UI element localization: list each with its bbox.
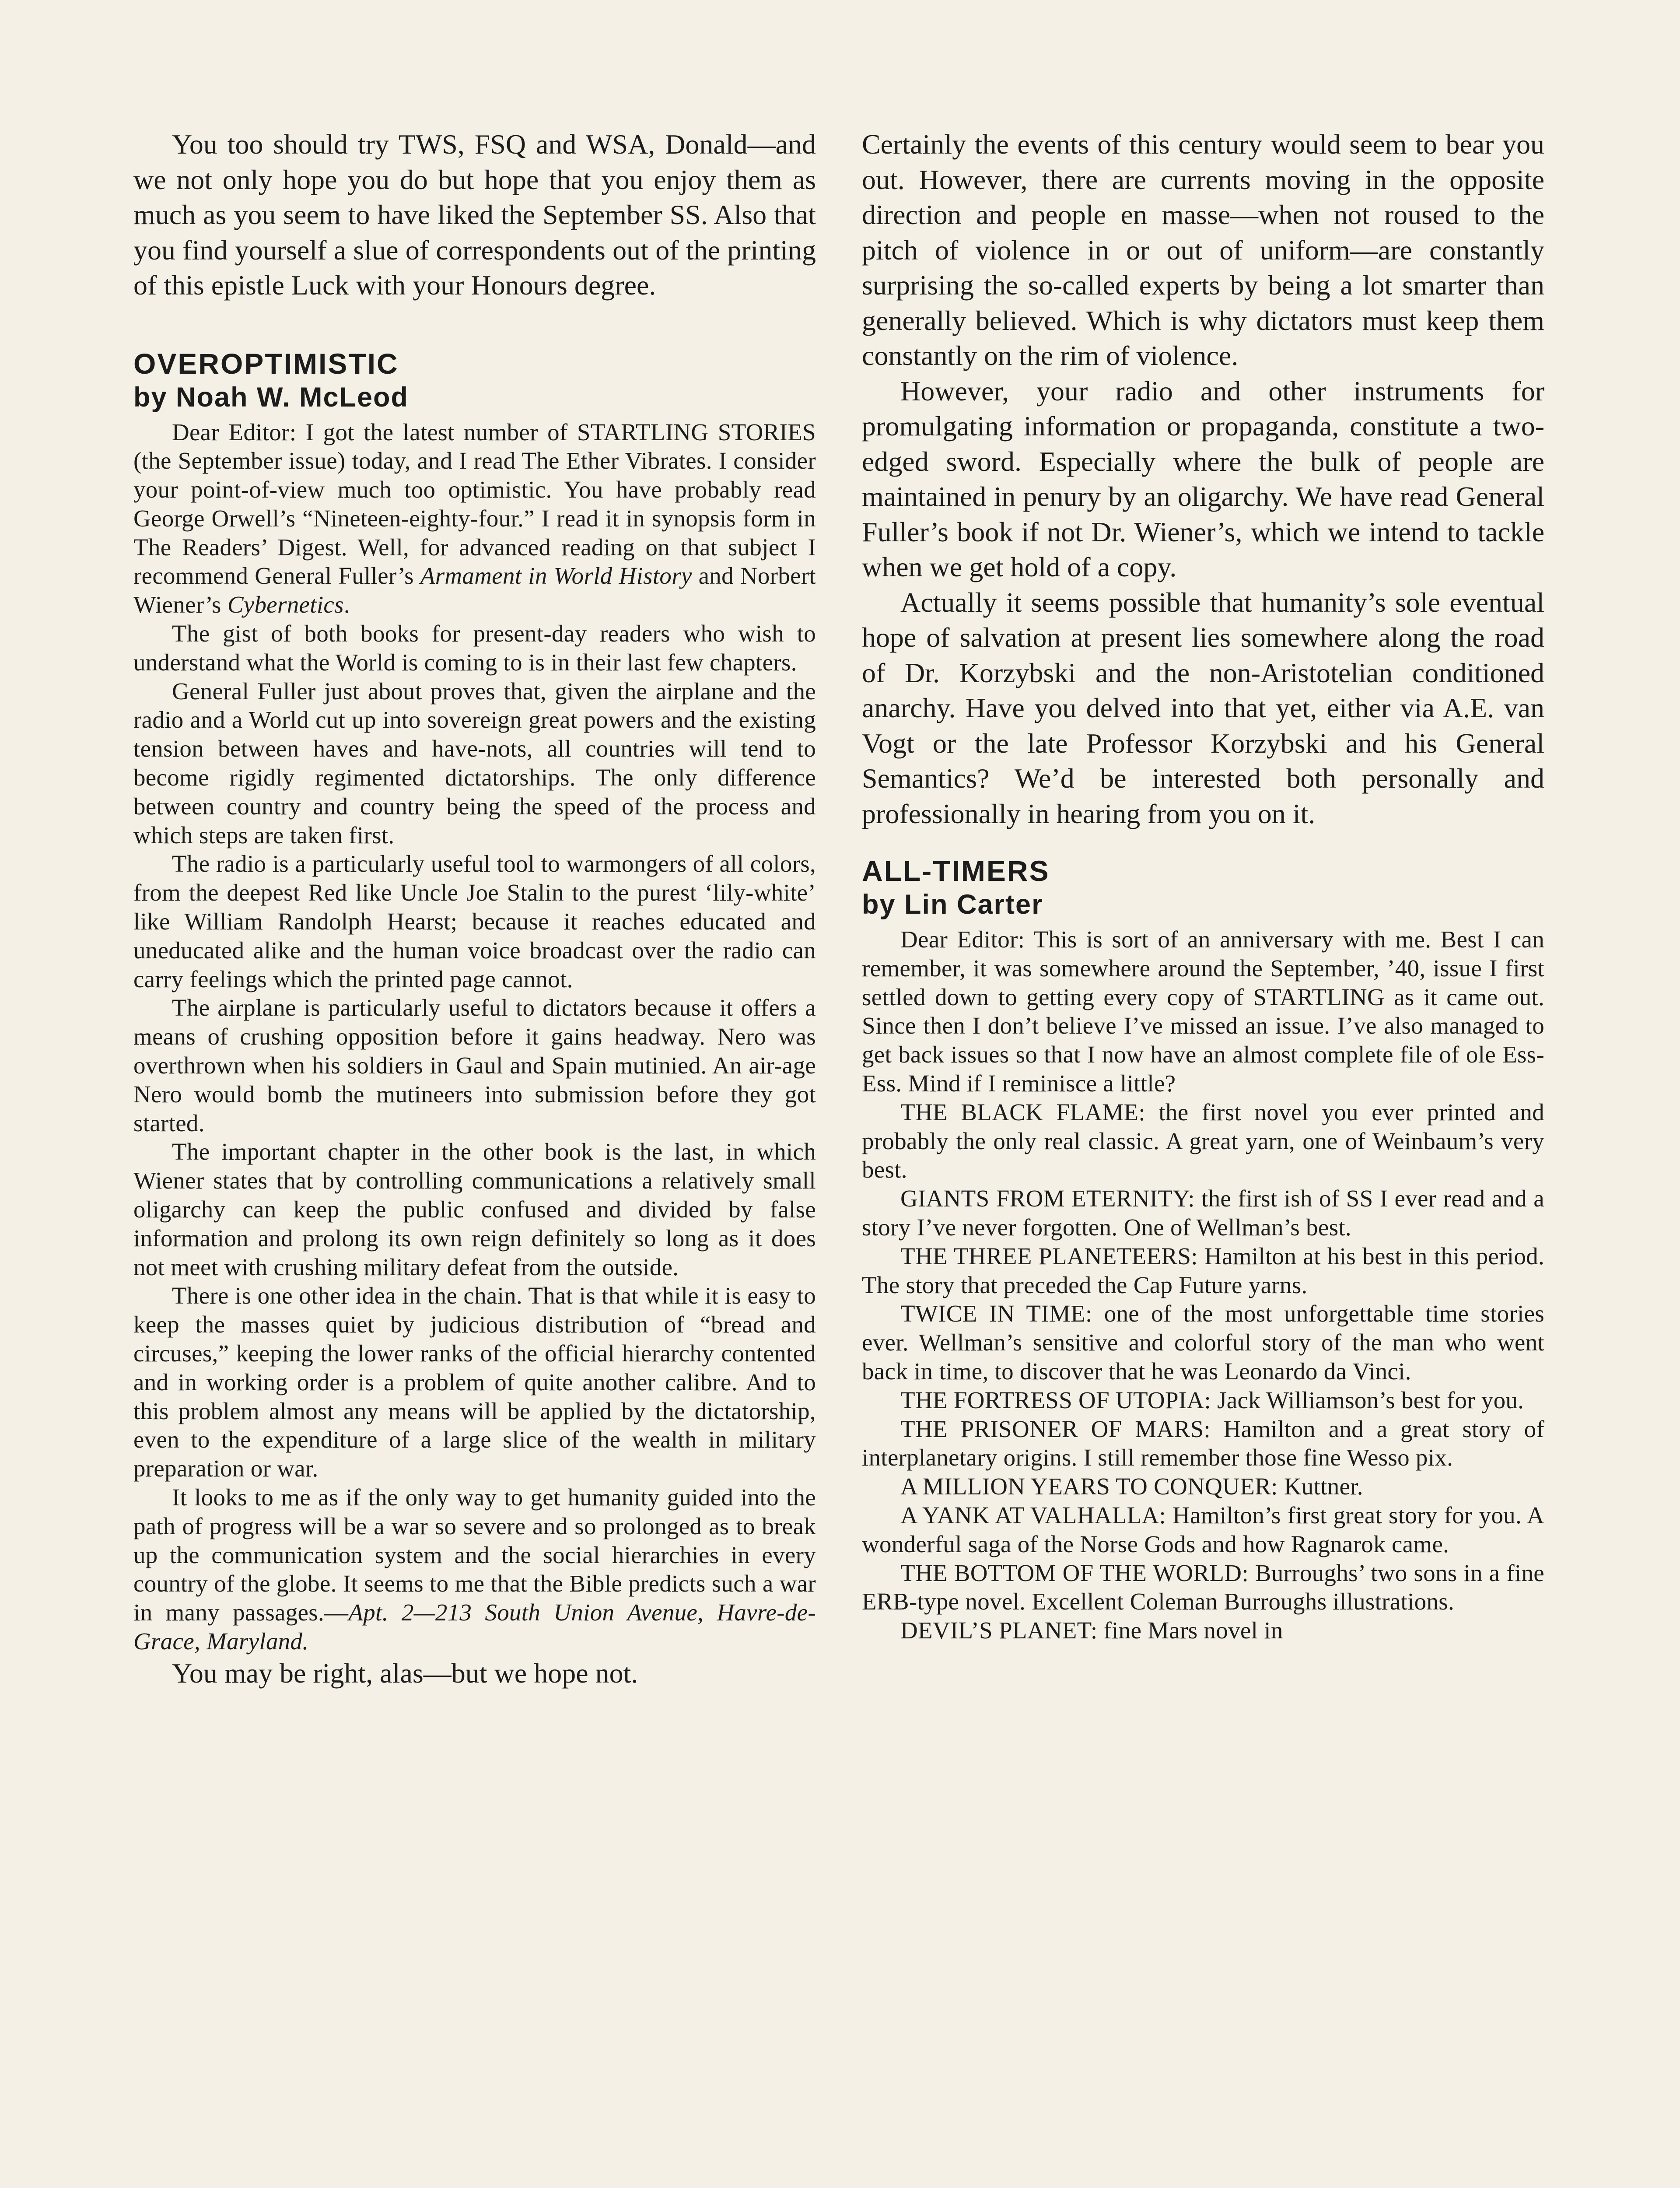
letter-byline-mcleod: by Noah W. McLeod xyxy=(133,382,409,413)
editor-reply: Certainly the events of this century would seem to bear you out. However, there are currents moving in the opposite direction and people en masse—when not roused to the pitch of violence in or out of uniform—are constantly surprising the so-called experts by being a lot smarter than generally believed. Which is why dictators must keep them constantly on the rim of violence. xyxy=(862,129,1544,371)
letter-paragraph: There is one other idea in the chain. That is that while it is easy to keep the masses quiet by judicious distribution of “bread and circuses,” keeping the lower ranks of the official hierarchy contented and in working order is a problem of quite another calibre. And to this problem almost any means will be applied by the dictatorship, even to the expenditure of a large slice of the wealth in military preparation or war. xyxy=(133,1282,816,1482)
editor-reply: You may be right, alas—but we hope not. xyxy=(172,1657,638,1689)
list-item: THE THREE PLANETEERS: Hamilton at his best in this period. The story that preceded the Cap Future yarns. xyxy=(862,1242,1544,1298)
letter-paragraph: The airplane is particularly useful to dictators because it offers a means of crushing opposition before it gains headway. Nero was overthrown when his soldiers in Gaul and Spain mutinied. An air-age Nero would bomb the mutineers into submission before they got started. xyxy=(133,994,816,1136)
letter-paragraph: Dear Editor: I got the latest number of STARTLING STORIES (the September issue) today, and I read The Ether Vibrates. I consider your point-of-view much too optimistic. You have probably read George Orwell’s “Nineteen-eighty-four.” I read it in synopsis form in The Readers’ Digest. Well, for advanced reading on that subject I recommend General Fuller’s Armament in World History and Norbert Wiener’s Cybernetics. xyxy=(133,418,816,618)
letter-paragraph: The radio is a particularly useful tool to warmongers of all colors, from the deepest Red like Uncle Joe Stalin to the purest ‘lily-white’ like William Randolph Hearst; because it reaches educated and uneducated alike and the human voice broadcast over the radio can carry feelings which the printed page cannot. xyxy=(133,850,816,992)
editor-reply: Actually it seems possible that humanity’s sole eventual hope of salvation at present lies somewhere along the road of Dr. Korzybski and the non-Aristotelian conditioned anarchy. Have you delved into that yet, either via A.E. van Vogt or the late Professor Korzybski and his General Semantics? We’d be interested both personally and professionally in hearing from you on it. xyxy=(862,586,1544,829)
letter-paragraph: General Fuller just about proves that, given the airplane and the radio and a World cut up into sovereign great powers and the existing tension between haves and have-nots, all countries will tend to become rigidly regimented dictatorships. The only difference between country and country being the speed of the process and which steps are taken first. xyxy=(133,677,816,849)
book-title: Armament in World History xyxy=(420,562,692,589)
list-item: A YANK AT VALHALLA: Hamilton’s first great story for you. A wonderful saga of the Norse Gods and how Ragnarok came. xyxy=(862,1501,1544,1557)
list-item: A MILLION YEARS TO CONQUER: Kuttner. xyxy=(900,1473,1363,1500)
left-column xyxy=(133,127,816,1691)
letter-address: Apt. 2—213 South Union Avenue, Havre-de-Grace, Maryland. xyxy=(133,1599,816,1655)
letter-paragraph: It looks to me as if the only way to get humanity guided into the path of progress will be a war so severe and so prolonged as to break up the communication system and the social hierarchies in every country of the globe. It seems to me that the Bible predicts such a war in many passages.—Apt. 2—213 South Union Avenue, Havre-de-Grace, Maryland. xyxy=(133,1483,816,1655)
editor-reply-intro: You too should try TWS, FSQ and WSA, Donald—and we not only hope you do but hope that you enjoy them as much as you seem to have liked the September SS. Also that you find yourself a slue of correspondents out of the printing of this epistle Luck with your Honours degree. xyxy=(133,129,816,301)
list-item: GIANTS FROM ETERNITY: the first ish of SS I ever read and a story I’ve never forgotten. One of Wellman’s best. xyxy=(862,1185,1544,1241)
list-item: THE FORTRESS OF UTOPIA: Jack Williamson’s best for you. xyxy=(900,1386,1524,1413)
letter-paragraph: The important chapter in the other book is the last, in which Wiener states that by controlling communications a relatively small oligarchy can keep the public confused and divided by false information and prolong its own reign definitely so long as it does not meet with crushing military defeat from the outside. xyxy=(133,1138,816,1280)
editor-reply: However, your radio and other instruments for promulgating information or propaganda, constitute a two-edged sword. Especially where the bulk of people are maintained in penury by an oligarchy. We have read General Fuller’s book if not Dr. Wiener’s, which we intend to tackle when we get hold of a copy. xyxy=(862,375,1544,582)
book-title: Cybernetics xyxy=(227,591,344,618)
list-item: THE PRISONER OF MARS: Hamilton and a great story of interplanetary origins. I still remember those fine Wesso pix. xyxy=(862,1415,1544,1471)
letter-byline-carter: by Lin Carter xyxy=(862,889,1043,920)
list-item: THE BLACK FLAME: the first novel you ever printed and probably the only real classic. A great yarn, one of Weinbaum’s very best. xyxy=(862,1098,1544,1183)
letter-heading-overoptimistic: OVEROPTIMISTIC xyxy=(133,347,399,380)
list-item: THE BOTTOM OF THE WORLD: Burroughs’ two sons in a fine ERB-type novel. Excellent Coleman Burroughs illustrations. xyxy=(862,1559,1544,1615)
list-item: TWICE IN TIME: one of the most unforgettable time stories ever. Wellman’s sensitive and colorful story of the man who went back in time, to discover that he was Leonardo da Vinci. xyxy=(862,1300,1544,1385)
letter-paragraph: The gist of both books for present-day readers who wish to understand what the World is coming to is in their last few chapters. xyxy=(133,620,816,676)
list-item: DEVIL’S PLANET: fine Mars novel in xyxy=(900,1617,1283,1644)
right-column xyxy=(862,127,1544,1645)
letter-heading-all-timers: ALL-TIMERS xyxy=(862,855,1050,887)
letter-paragraph: Dear Editor: This is sort of an anniversary with me. Best I can remember, it was somewhere around the September, ’40, issue I first settled down to getting every copy of STARTLING as it came out. Since then I don’t believe I’ve missed an issue. I’ve also managed to get back issues so that I now have an almost complete file of ole Ess-Ess. Mind if I reminisce a little? xyxy=(862,926,1544,1097)
